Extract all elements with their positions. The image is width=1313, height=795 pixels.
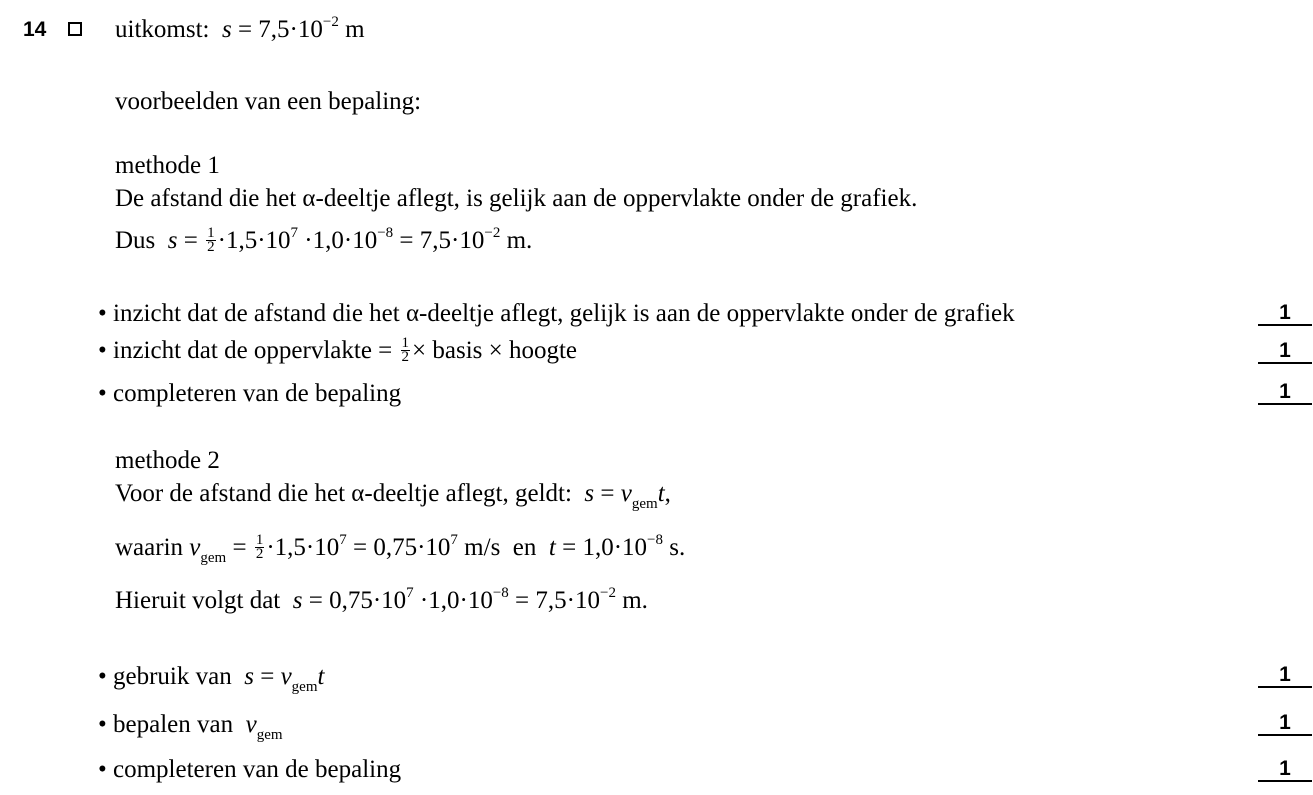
criterion-text: inzicht dat de afstand die het α-deeltje aflegt, gelijk is aan de oppervlakte onder de grafiek: [113, 300, 1015, 327]
method2-line3: [115, 585, 648, 614]
method1-line2-prefix: Dus: [115, 227, 156, 254]
method2-line1-formula: $s = v_{gem}t$,: [584, 480, 671, 512]
method1-line2-formula: s = $\frac{1}{2}$ $\cdot 1,5\cdot 10^7 \cdot 1,0\cdot 10^{-8} = 7,5\cdot 10^{-2}$ m.: [167, 224, 533, 255]
method2-line2: [115, 531, 686, 566]
method1-line2: [115, 224, 533, 256]
method2-title: methode 2: [115, 447, 220, 474]
method2-line2-formula: $v_{gem}$ = $\frac{1}{2}$ $\cdot 1,5\cdot 10^7 = 0,75\cdot 10^7$ m/s en $t = 1,0\cdot 10^{-8}$ s.: [189, 531, 686, 566]
criterion-3: • completeren van de bepaling: [98, 380, 402, 407]
criterion-5: • bepalen van $v_{gem}$: [98, 711, 283, 743]
criterion-2: • inzicht dat de oppervlakte = $\frac{1}{2}$ × basis × hoogte: [98, 334, 578, 365]
criterion-6: • completeren van de bepaling: [98, 756, 402, 783]
score-3: 1: [1258, 381, 1312, 405]
outcome-line: [115, 14, 365, 43]
method1-line1: De afstand die het α-deeltje aflegt, is gelijk aan de oppervlakte onder de grafiek.: [115, 185, 918, 212]
method2-line1: [115, 480, 671, 512]
half-fraction: $\frac{1}{2}$: [207, 224, 215, 255]
half-fraction: $\frac{1}{2}$: [401, 334, 410, 365]
score-2: 1: [1258, 340, 1312, 364]
score-6: 1: [1258, 758, 1312, 782]
score-5: 1: [1258, 712, 1312, 736]
question-number: 14: [23, 18, 47, 41]
method2-line3-prefix: Hieruit volgt dat: [115, 587, 281, 614]
examples-heading: voorbeelden van een bepaling:: [115, 88, 422, 115]
score-1: 1: [1258, 302, 1312, 326]
criterion-1: • inzicht dat de afstand die het α-deeltje aflegt, gelijk is aan de oppervlakte onder de grafiek: [98, 300, 1015, 327]
criterion-4: • gebruik van $s = v_{gem}t$: [98, 663, 325, 695]
outcome-formula: $s = 7,5\cdot 10^{-2}$ m: [221, 14, 365, 43]
criterion-text: completeren van de bepaling: [113, 756, 402, 783]
method2-line3-formula: $s = 0,75\cdot 10^7 \cdot 1,0\cdot 10^{-8} = 7,5\cdot 10^{-2}$ m.: [292, 585, 648, 614]
question-checkbox[interactable]: [68, 22, 82, 36]
score-4: 1: [1258, 664, 1312, 688]
method2-line1-prefix: Voor de afstand die het α-deeltje aflegt, geldt:: [115, 480, 572, 507]
outcome-label: uitkomst:: [115, 16, 210, 43]
method1-title: methode 1: [115, 152, 220, 179]
criterion-text: completeren van de bepaling: [113, 380, 402, 407]
method2-line2-prefix: waarin: [115, 534, 184, 561]
half-fraction: $\frac{1}{2}$: [255, 531, 264, 562]
